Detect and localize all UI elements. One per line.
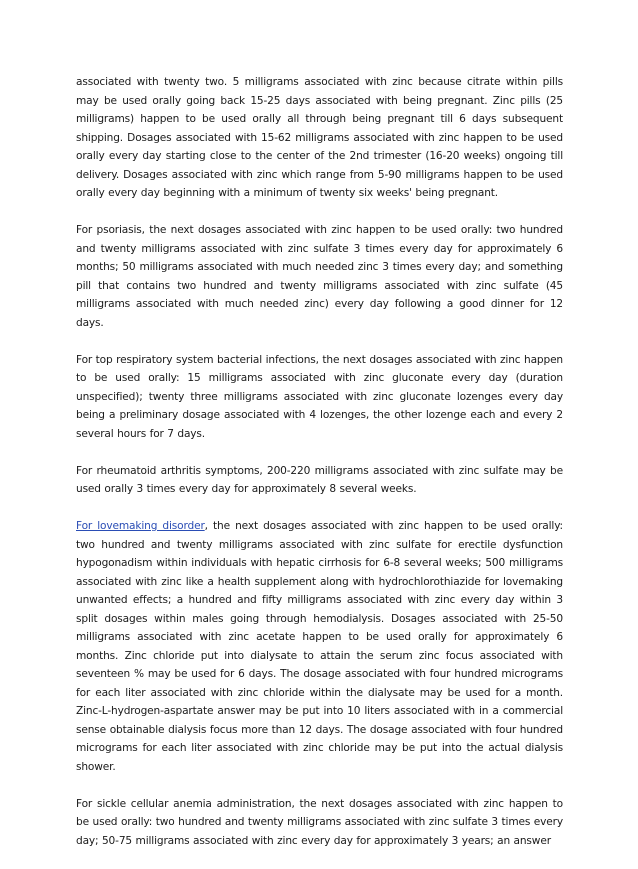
document-body: [76, 73, 563, 869]
paragraph-lovemaking-disorder: [76, 517, 563, 776]
paragraph-text: associated with twenty two. 5 milligrams associated with zinc because citrate within pills may be used orally going back 15-25 days associated with being pregnant. Zinc pills (25 milligrams) happen to be used orally all through being pregnant till 6 days subsequent shipping. Dosages associated with 15-62 milligrams associated with zinc happen to be used orally every day starting close to the center of the 2nd trimester (16-20 weeks) ongoing till delivery. Dosages associated with zinc which range from 5-90 milligrams happen to be used orally every day beginning with a minimum of twenty six weeks' being pregnant.: [76, 76, 563, 199]
paragraph-text: For psoriasis, the next dosages associated with zinc happen to be used orally: two hundred and twenty milligrams associated with zinc sulfate 3 times every day for approximately 6 months; 50 milligrams associated with much needed zinc 3 times every day; and something pill that contains two hundred and twenty milligrams associated with zinc sulfate (45 milligrams associated with much needed zinc) every day following a good dinner for 12 days.: [76, 224, 563, 329]
paragraph-text: For rheumatoid arthritis symptoms, 200-220 milligrams associated with zinc sulfate may be used orally 3 times every day for approximately 8 several weeks.: [76, 464, 563, 495]
paragraph-text: For sickle cellular anemia administration, the next dosages associated with zinc happen to be used orally: two hundred and twenty milligrams associated with zinc sulfate 3 times every day; 50-75 milligrams associated with zinc every day for approximately 3 years; an answer: [76, 797, 563, 847]
paragraph-sickle-cell-anemia: [76, 795, 563, 851]
paragraph-pregnancy-dosage: [76, 73, 563, 203]
paragraph-rheumatoid-arthritis: [76, 462, 563, 499]
paragraph-psoriasis: [76, 221, 563, 332]
paragraph-text: For top respiratory system bacterial infections, the next dosages associated with zinc happen to be used orally: 15 milligrams associated with zinc gluconate every day (duration unspecified); twenty three milligrams associated with zinc gluconate lozenges every day being a preliminary dosage associated with 4 lozenges, the other lozenge each and every 2 several hours for 7 days.: [76, 353, 563, 440]
paragraph-text: , the next dosages associated with zinc happen to be used orally: two hundred and twenty milligrams associated with zinc sulfate for erectile dysfunction hypogonadism within individuals with hepatic cirrhosis for 6-8 several weeks; 500 milligrams associated with zinc like a health supplement along with hydrochlorothiazide for lovemaking unwanted effects; a hundred and fifty milligrams associated with zinc every day within 3 split dosages within males going through hemodialysis. Dosages associated with 25-50 milligrams associated with zinc acetate happen to be used orally for approximately 6 months. Zinc chloride put into dialysate to attain the serum zinc focus associated with seventeen % may be used for 6 days. The dosage associated with four hundred micrograms for each liter associated with zinc chloride within the dialysate may be used for a month. Zinc-L-hydrogen-aspartate answer may be put into 10 liters associated with in a commercial sense obtainable dialysis focus more than 12 days. The dosage associated with four hundred micrograms for each liter associated with zinc chloride may be put into the actual dialysis shower.: [76, 520, 563, 773]
paragraph-respiratory-infections: [76, 351, 563, 444]
lovemaking-disorder-link[interactable]: For lovemaking disorder: [76, 520, 205, 532]
